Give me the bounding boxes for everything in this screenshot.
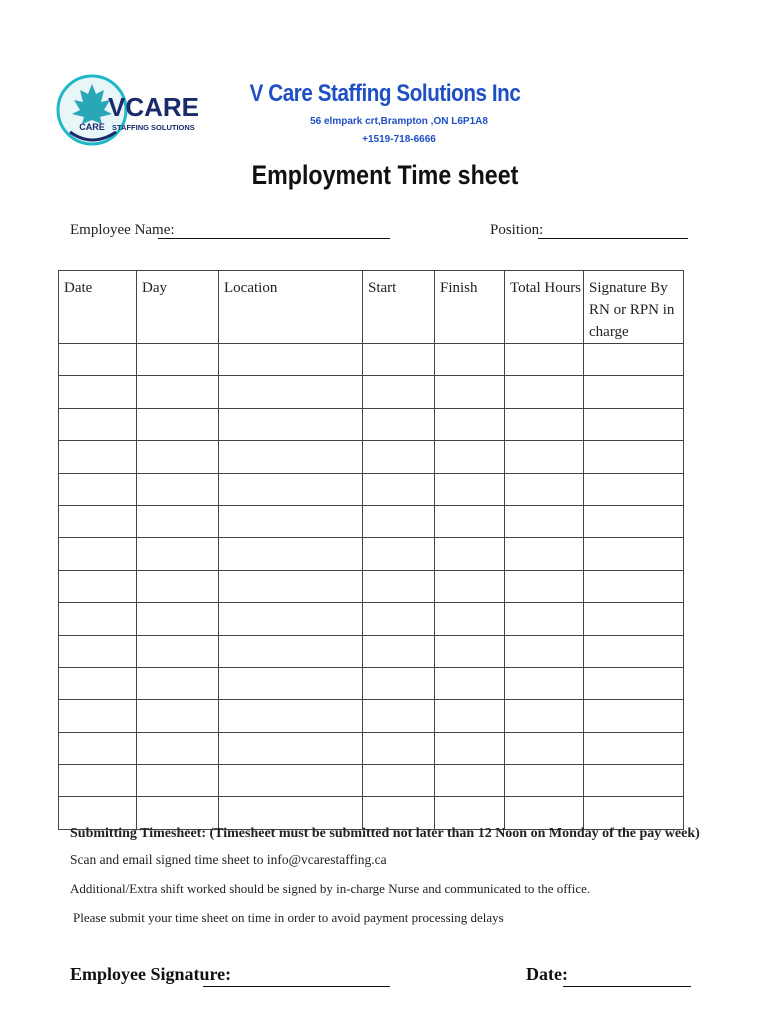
cell-signature[interactable]	[584, 570, 684, 602]
timesheet-body	[59, 344, 684, 830]
cell-total-hours[interactable]	[505, 732, 584, 764]
cell-total-hours[interactable]	[505, 797, 584, 829]
cell-day[interactable]	[137, 700, 219, 732]
cell-total-hours[interactable]	[505, 376, 584, 408]
cell-finish[interactable]	[435, 765, 505, 797]
table-row	[59, 505, 684, 537]
cell-finish[interactable]	[435, 408, 505, 440]
table-row	[59, 441, 684, 473]
cell-start[interactable]	[363, 441, 435, 473]
employee-name-field[interactable]	[158, 238, 390, 239]
cell-signature[interactable]	[584, 408, 684, 440]
table-row	[59, 408, 684, 440]
cell-day[interactable]	[137, 603, 219, 635]
cell-total-hours[interactable]	[505, 344, 584, 376]
cell-date[interactable]	[59, 473, 137, 505]
company-name: V Care Staffing Solutions Inc	[249, 80, 521, 107]
cell-location[interactable]	[219, 505, 363, 537]
cell-total-hours[interactable]	[505, 538, 584, 570]
cell-signature[interactable]	[584, 473, 684, 505]
cell-total-hours[interactable]	[505, 570, 584, 602]
cell-total-hours[interactable]	[505, 635, 584, 667]
table-row	[59, 667, 684, 699]
cell-start[interactable]	[363, 376, 435, 408]
date-field[interactable]	[563, 986, 691, 987]
cell-location[interactable]	[219, 635, 363, 667]
extra-shift-note: Additional/Extra shift worked should be signed by in-charge Nurse and communicated to the office.	[70, 881, 591, 896]
table-row	[59, 473, 684, 505]
cell-date[interactable]	[59, 635, 137, 667]
column-header-signature: Signature By RN or RPN in charge	[584, 271, 684, 344]
position-field[interactable]	[538, 238, 688, 239]
logo-badge-text: CARE	[79, 122, 105, 132]
cell-finish[interactable]	[435, 797, 505, 829]
cell-finish[interactable]	[435, 700, 505, 732]
cell-day[interactable]	[137, 667, 219, 699]
table-row	[59, 376, 684, 408]
cell-location[interactable]	[219, 732, 363, 764]
logo-tagline-text: STAFFING SOLUTIONS	[112, 123, 195, 132]
cell-start[interactable]	[363, 473, 435, 505]
cell-start[interactable]	[363, 505, 435, 537]
cell-start[interactable]	[363, 732, 435, 764]
cell-day[interactable]	[137, 635, 219, 667]
table-row	[59, 344, 684, 376]
cell-signature[interactable]	[584, 667, 684, 699]
cell-total-hours[interactable]	[505, 441, 584, 473]
cell-location[interactable]	[219, 603, 363, 635]
cell-start[interactable]	[363, 700, 435, 732]
cell-location[interactable]	[219, 376, 363, 408]
cell-start[interactable]	[363, 538, 435, 570]
cell-location[interactable]	[219, 408, 363, 440]
cell-finish[interactable]	[435, 344, 505, 376]
cell-total-hours[interactable]	[505, 408, 584, 440]
cell-signature[interactable]	[584, 700, 684, 732]
cell-day[interactable]	[137, 538, 219, 570]
cell-total-hours[interactable]	[505, 667, 584, 699]
cell-date[interactable]	[59, 732, 137, 764]
date-label: Date:	[526, 964, 568, 984]
table-row	[59, 538, 684, 570]
cell-total-hours[interactable]	[505, 603, 584, 635]
table-row	[59, 700, 684, 732]
cell-start[interactable]	[363, 765, 435, 797]
company-address: 56 elmpark crt,Brampton ,ON L6P1A8	[310, 116, 488, 127]
table-row	[59, 797, 684, 829]
on-time-note: Please submit your time sheet on time in order to avoid payment processing delays	[73, 910, 504, 925]
cell-date[interactable]	[59, 700, 137, 732]
column-header-finish: Finish	[435, 271, 505, 344]
employee-signature-label: Employee Signature:	[70, 964, 232, 984]
cell-day[interactable]	[137, 441, 219, 473]
cell-day[interactable]	[137, 765, 219, 797]
cell-signature[interactable]	[584, 765, 684, 797]
cell-finish[interactable]	[435, 538, 505, 570]
cell-date[interactable]	[59, 570, 137, 602]
form-title: Employment Time sheet	[251, 160, 519, 190]
employee-name-label: Employee Name:	[70, 222, 175, 238]
cell-date[interactable]	[59, 603, 137, 635]
cell-signature[interactable]	[584, 376, 684, 408]
cell-start[interactable]	[363, 635, 435, 667]
cell-signature[interactable]	[584, 603, 684, 635]
cell-finish[interactable]	[435, 570, 505, 602]
cell-start[interactable]	[363, 344, 435, 376]
table-row	[59, 603, 684, 635]
cell-finish[interactable]	[435, 635, 505, 667]
submitting-timesheet-note: Submitting Timesheet: (Timesheet must be submitted not later than 12 Noon on Monday of the pay week)	[70, 826, 700, 841]
cell-finish[interactable]	[435, 505, 505, 537]
column-header-total-hours: Total Hours	[505, 271, 584, 344]
cell-start[interactable]	[363, 667, 435, 699]
table-row	[59, 732, 684, 764]
table-row	[59, 570, 684, 602]
cell-total-hours[interactable]	[505, 505, 584, 537]
cell-day[interactable]	[137, 344, 219, 376]
cell-start[interactable]	[363, 603, 435, 635]
timesheet-table	[58, 270, 684, 830]
cell-location[interactable]	[219, 344, 363, 376]
cell-total-hours[interactable]	[505, 473, 584, 505]
column-header-start: Start	[363, 271, 435, 344]
cell-finish[interactable]	[435, 441, 505, 473]
cell-day[interactable]	[137, 732, 219, 764]
cell-date[interactable]	[59, 505, 137, 537]
cell-signature[interactable]	[584, 505, 684, 537]
cell-signature[interactable]	[584, 538, 684, 570]
cell-date[interactable]	[59, 408, 137, 440]
table-header-row	[59, 271, 684, 344]
cell-date[interactable]	[59, 538, 137, 570]
cell-day[interactable]	[137, 473, 219, 505]
cell-finish[interactable]	[435, 473, 505, 505]
cell-day[interactable]	[137, 408, 219, 440]
column-header-location: Location	[219, 271, 363, 344]
cell-signature[interactable]	[584, 732, 684, 764]
cell-location[interactable]	[219, 473, 363, 505]
employee-signature-field[interactable]	[203, 986, 390, 987]
scan-email-note: Scan and email signed time sheet to info@vcarestaffing.ca	[70, 852, 387, 867]
cell-day[interactable]	[137, 797, 219, 829]
cell-finish[interactable]	[435, 732, 505, 764]
cell-date[interactable]	[59, 376, 137, 408]
cell-signature[interactable]	[584, 797, 684, 829]
cell-location[interactable]	[219, 538, 363, 570]
column-header-date: Date	[59, 271, 137, 344]
cell-start[interactable]	[363, 797, 435, 829]
cell-location[interactable]	[219, 667, 363, 699]
logo-brand-text: VCARE	[108, 92, 200, 122]
cell-signature[interactable]	[584, 635, 684, 667]
cell-date[interactable]	[59, 667, 137, 699]
cell-signature[interactable]	[584, 441, 684, 473]
cell-total-hours[interactable]	[505, 765, 584, 797]
cell-date[interactable]	[59, 344, 137, 376]
position-label: Position:	[490, 222, 544, 238]
cell-start[interactable]	[363, 408, 435, 440]
cell-start[interactable]	[363, 570, 435, 602]
cell-location[interactable]	[219, 570, 363, 602]
company-phone: +1519-718-6666	[362, 134, 436, 145]
cell-finish[interactable]	[435, 603, 505, 635]
cell-location[interactable]	[219, 700, 363, 732]
table-row	[59, 635, 684, 667]
cell-signature[interactable]	[584, 344, 684, 376]
cell-date[interactable]	[59, 765, 137, 797]
cell-location[interactable]	[219, 765, 363, 797]
cell-day[interactable]	[137, 570, 219, 602]
cell-location[interactable]	[219, 797, 363, 829]
cell-date[interactable]	[59, 441, 137, 473]
cell-day[interactable]	[137, 376, 219, 408]
cell-total-hours[interactable]	[505, 700, 584, 732]
column-header-day: Day	[137, 271, 219, 344]
cell-finish[interactable]	[435, 667, 505, 699]
cell-location[interactable]	[219, 441, 363, 473]
cell-day[interactable]	[137, 505, 219, 537]
cell-date[interactable]	[59, 797, 137, 829]
table-row	[59, 765, 684, 797]
cell-finish[interactable]	[435, 376, 505, 408]
